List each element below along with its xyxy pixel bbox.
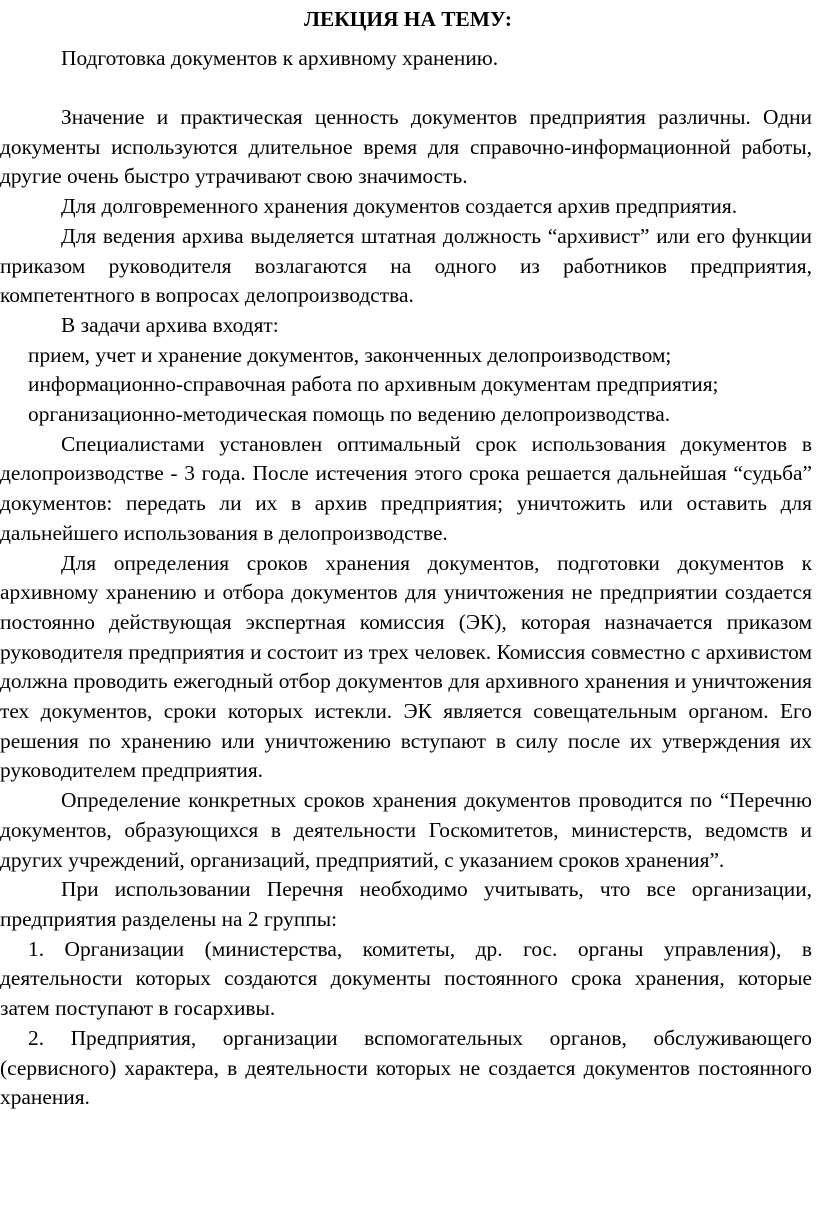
- paragraph-archive-creation: Для долговременного хранения документов создается архив предприятия.: [61, 194, 738, 219]
- list-item-task-1: прием, учет и хранение документов, законченных делопроизводством;: [28, 342, 672, 367]
- lecture-subtitle: Подготовка документов к архивному хранению.: [61, 46, 499, 70]
- paragraph-value-of-documents: Значение и практическая ценность документов предприятия различны. Одни документы используются длительное время для справочно-информационной работы, другие очень быстро утрачивают свою значимость.: [0, 105, 812, 189]
- list-item-task-2: информационно-справочная работа по архивным документам предприятия;: [28, 372, 719, 397]
- list-item-group-1: 1. Организации (министерства, комитеты, др. гос. органы управления), в деятельности которых создаются документы постоянного срока хранения, которые затем поступают в госархивы.: [0, 936, 812, 1021]
- paragraph-archivist-position: Для ведения архива выделяется штатная должность “архивист” или его функции приказом руководителя возлагаются на одного из работников предприятия, компетентного в вопросах делопроизводства.: [0, 223, 812, 308]
- paragraph-usage-period: Специалистами установлен оптимальный срок использования документов в делопроизводстве - 3 года. После истечения этого срока решается дальнейшая “судьба” документов: передать ли их в архив предприятия; уничтожить или оставить для дальнейшего использования в делопроизводстве.: [0, 431, 812, 545]
- paragraph-archive-tasks-heading: В задачи архива входят:: [61, 312, 279, 337]
- document-body: [0, 103, 812, 1113]
- paragraph-expert-commission: Для определения сроков хранения документов, подготовки документов к архивному хранению и отбора документов для уничтожения не предприятии создается постоянно действующая экспертная комиссия (ЭК), которая назначается приказом руководителя предприятия и состоит из трех человек. Комиссия совместно с архивистом должна проводить ежегодный отбор документов для архивного хранения и уничтожения тех документов, сроки которых истекли. ЭК является совещательным органом. Его решения по хранению или уничтожению вступают в силу после их утверждения их руководителем предприятия.: [0, 550, 812, 783]
- list-item-group-2: 2. Предприятия, организации вспомогательных органов, обслуживающего (сервисного) характера, в деятельности которых не создается документов постоянного хранения.: [0, 1025, 812, 1110]
- paragraph-two-groups: При использовании Перечня необходимо учитывать, что все организации, предприятия разделены на 2 группы:: [0, 877, 812, 931]
- paragraph-retention-list: Определение конкретных сроков хранения документов проводится по “Перечню документов, образующихся в деятельности Госкомитетов, министерств, ведомств и других учреждений, организаций, предприятий, с указанием сроков хранения”.: [0, 788, 812, 872]
- lecture-title: ЛЕКЦИЯ НА ТЕМУ:: [304, 7, 512, 31]
- list-item-task-3: организационно-методическая помощь по ведению делопроизводства.: [28, 402, 671, 427]
